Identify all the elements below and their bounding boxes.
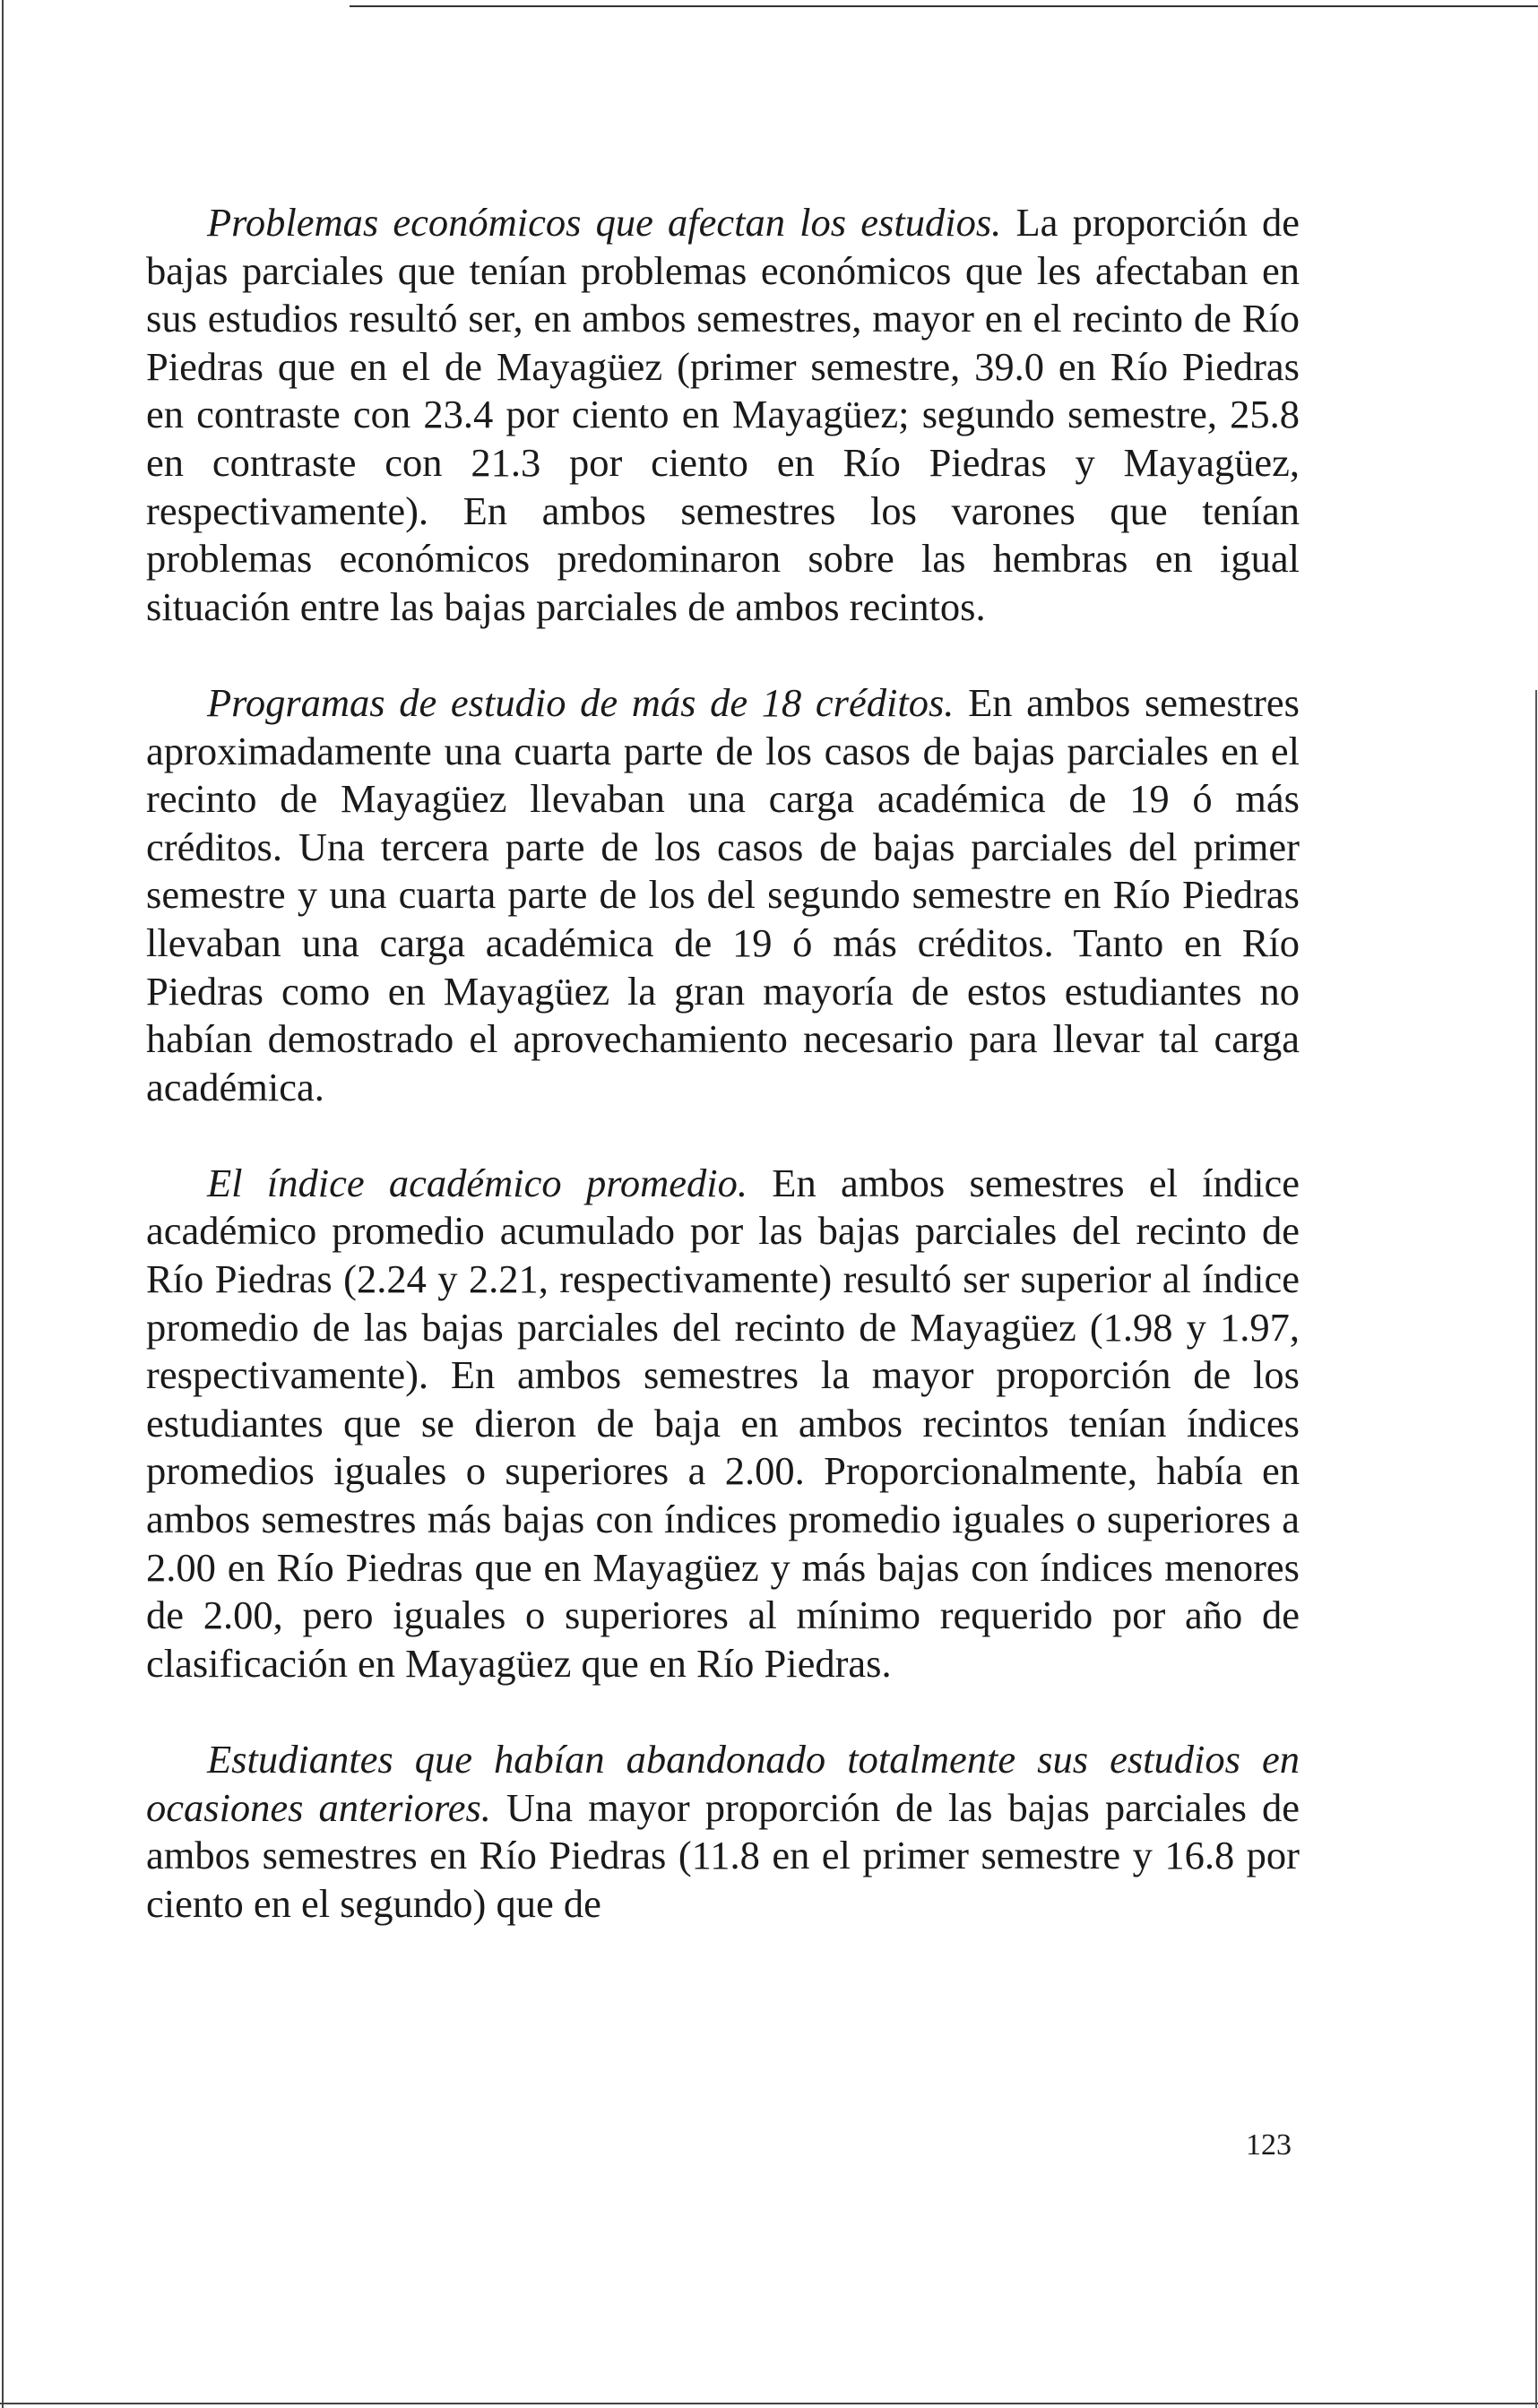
left-border-line (2, 0, 4, 2408)
paragraph-estudiantes-abandonado (146, 1736, 1300, 1928)
page-number: 123 (1246, 2128, 1292, 2162)
paragraph-programas-creditos (146, 679, 1300, 1111)
paragraph-indice-academico (146, 1160, 1300, 1688)
paragraph-heading: El índice académico promedio. (207, 1160, 747, 1205)
paragraph-text: La proporción de bajas parciales que tenían problemas económicos que les afectaban en sus estudios resultó ser, en ambos semestres, mayor en el recinto de Río Piedras que en el de Mayagüez (primer semestre, 39.0 en Río Piedras en contraste con 23.4 por ciento en Mayagüez; segundo semestre, 25.8 en contraste con 21.3 por ciento en Río Piedras y Mayagüez, respectivamente). En ambos semestres los varones que tenían problemas económicos predominaron sobre las hembras en igual situación entre las bajas parciales de ambos recintos. (146, 200, 1300, 629)
top-border-line (350, 5, 1538, 7)
right-border-line (1535, 690, 1537, 2408)
paragraph-text: En ambos semestres el índice académico promedio acumulado por las bajas parciales del recinto de Río Piedras (2.24 y 2.21, respectivamente) resultó ser superior al índice promedio de las bajas parciales del recinto de Mayagüez (1.98 y 1.97, respectivamente). En ambos semestres la mayor proporción de los estudiantes que se dieron de baja en ambos recintos tenían índices promedios iguales o superiores a 2.00. Proporcionalmente, había en ambos semestres más bajas con índices promedio iguales o superiores a 2.00 en Río Piedras que en Mayagüez y más bajas con índices menores de 2.00, pero iguales o superiores al mínimo requerido por año de clasificación en Mayagüez que en Río Piedras. (146, 1160, 1300, 1686)
paragraph-heading: Problemas económicos que afectan los estudios. (207, 200, 1002, 245)
paragraph-problemas-economicos (146, 199, 1300, 631)
paragraph-text: Una mayor proporción de las bajas parciales de ambos semestres en Río Piedras (11.8 en el primer semestre y 16.8 por ciento en el segundo) que de (146, 1784, 1300, 1926)
paragraph-heading: Estudiantes que habían abandonado totalmente sus estudios en ocasiones anteriores. (146, 1737, 1300, 1830)
bottom-border-line (0, 2403, 1538, 2404)
paragraph-text: En ambos semestres aproximadamente una cuarta parte de los casos de bajas parciales en el recinto de Mayagüez llevaban una carga académica de 19 ó más créditos. Una tercera parte de los casos de bajas parciales del primer semestre y una cuarta parte de los del segundo semestre en Río Piedras llevaban una carga académica de 19 ó más créditos. Tanto en Río Piedras como en Mayagüez la gran mayoría de estos estudiantes no habían demostrado el aprovechamiento necesario para llevar tal carga académica. (146, 679, 1300, 1109)
page-body (146, 199, 1300, 1928)
paragraph-heading: Programas de estudio de más de 18 créditos. (207, 679, 955, 725)
